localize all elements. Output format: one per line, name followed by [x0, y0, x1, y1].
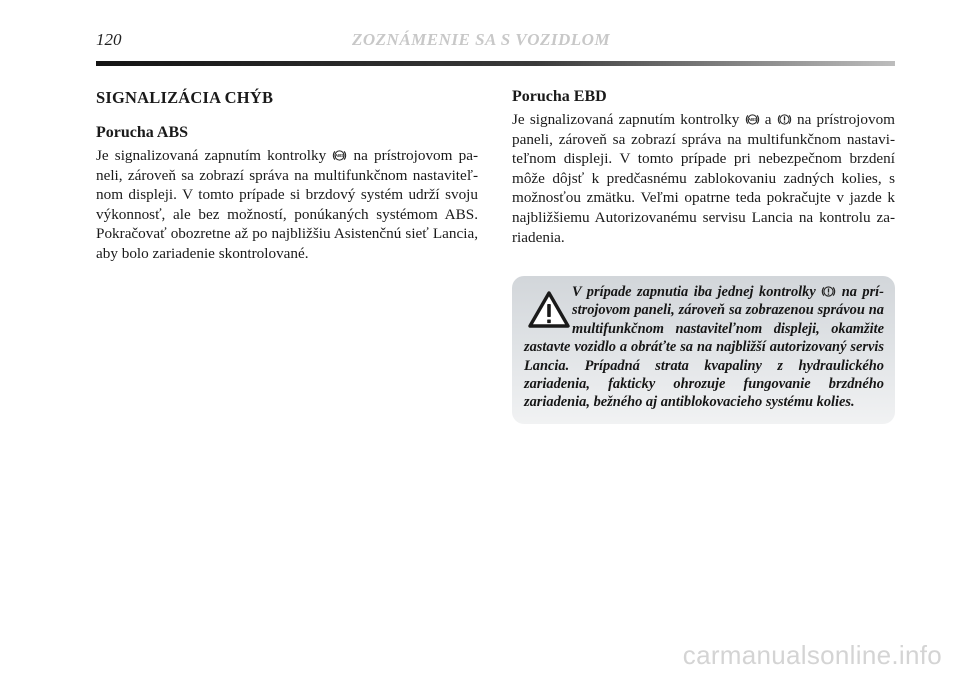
- ebd-failure-title: Porucha EBD: [512, 88, 607, 105]
- abs-text-end: na prístrojovom paneli, zároveň sa zobrazí správa na multifunkčnom nastaviteľnom displeji. V tomto prípade si brzdový systém udrží svoju výkonnosť, ale bez možností, ponúkaných systémom ABS. Pokračovať obozretne až po najbližšiu Asistenčnú sieť Lancia, aby bolo zariadenie skontrolované.: [96, 147, 478, 262]
- warning-text: [524, 283, 884, 412]
- header-rule: [96, 61, 895, 66]
- page-number: 120: [96, 30, 122, 49]
- brake-warning-icon: [821, 284, 836, 299]
- warning-text-start: V prípade zapnutia iba jednej kontrolky: [572, 284, 816, 300]
- abs-text-start: Je signalizovaná zapnutím kontrolky: [96, 147, 327, 164]
- svg-text:ABS: ABS: [747, 117, 757, 122]
- running-title: ZOZNÁMENIE SA S VOZIDLOM: [352, 30, 611, 49]
- svg-text:ABS: ABS: [335, 153, 345, 158]
- left-column: [96, 88, 478, 264]
- abs-warning-icon: [745, 112, 760, 127]
- section-title: SIGNALIZÁCIA CHÝB: [96, 88, 274, 107]
- abs-failure-text: [96, 146, 478, 264]
- right-column: [512, 88, 895, 247]
- abs-failure-title: Porucha ABS: [96, 124, 189, 141]
- ebd-text-end: na prístrojovom paneli, zároveň sa zobrazí správa na multifunkčnom nastaviteľnom displeji. V tomto prípade pri nebezpečnom brzdení môže dôjsť k predčasnému zablokovaniu zadných kolies, s možnosťou zmätku. Veľmi opatrne teda pokračujte v jazde k najbližšiemu Autorizovanému servisu Lancia na kontrolu zariadenia.: [512, 111, 895, 246]
- warning-box: [512, 276, 895, 424]
- brake-warning-icon: [777, 112, 792, 127]
- abs-warning-icon: [332, 148, 347, 163]
- watermark: carmanualsonline.info: [682, 640, 942, 670]
- warning-text-end: na prístrojovom paneli, zároveň sa zobrazenou správou na multifunkčnom nastaviteľnom displeji, okamžite zastavte vozidlo a obráťte sa na najbližší autorizovaný servis Lancia. Prípadná strata kvapaliny z hydraulického zariadenia, fakticky ohrozuje fungovanie brzdného zariadenia, bežného aj antiblokovacieho systému kolies.: [524, 284, 884, 411]
- ebd-failure-text: [512, 110, 895, 247]
- ebd-text-between: a: [759, 111, 777, 128]
- ebd-text-start: Je signalizovaná zapnutím kontrolky: [512, 111, 740, 128]
